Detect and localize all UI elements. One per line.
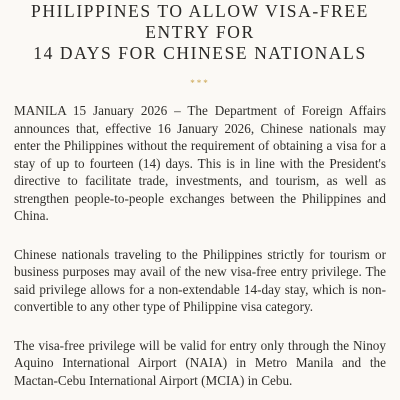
decorative-divider: *** [190, 78, 210, 88]
paragraph-ports-of-entry: The visa-free privilege will be valid for entry only through the Ninoy Aquino International Airport (NAIA) in Metro Manila and the Mactan-Cebu International Airport (MCIA) in Cebu. [14, 337, 386, 388]
article-title [14, 0, 386, 64]
paragraph-eligibility: Chinese nationals traveling to the Philippines strictly for tourism or business purposes may avail of the new visa-free entry privilege. The said privilege allows for a non-extendable 14-day stay, which is non-convertible to any other type of Philippine visa category. [14, 246, 386, 314]
article-title-line-1: PHILIPPINES TO ALLOW VISA-FREE ENTRY FOR [31, 1, 369, 42]
paragraph-announcement: MANILA 15 January 2026 – The Department of Foreign Affairs announces that, effective 16 January 2026, Chinese nationals may enter the Philippines without the requirement of obtaining a visa for a stay of up to fourteen (14) days. This is in line with the President's directive to facilitate trade, investments, and tourism, as well as strengthen people-to-people exchanges between the Philippines and China. [14, 103, 386, 223]
article-title-line-2: 14 DAYS FOR CHINESE NATIONALS [33, 43, 367, 63]
article-body [14, 102, 386, 389]
